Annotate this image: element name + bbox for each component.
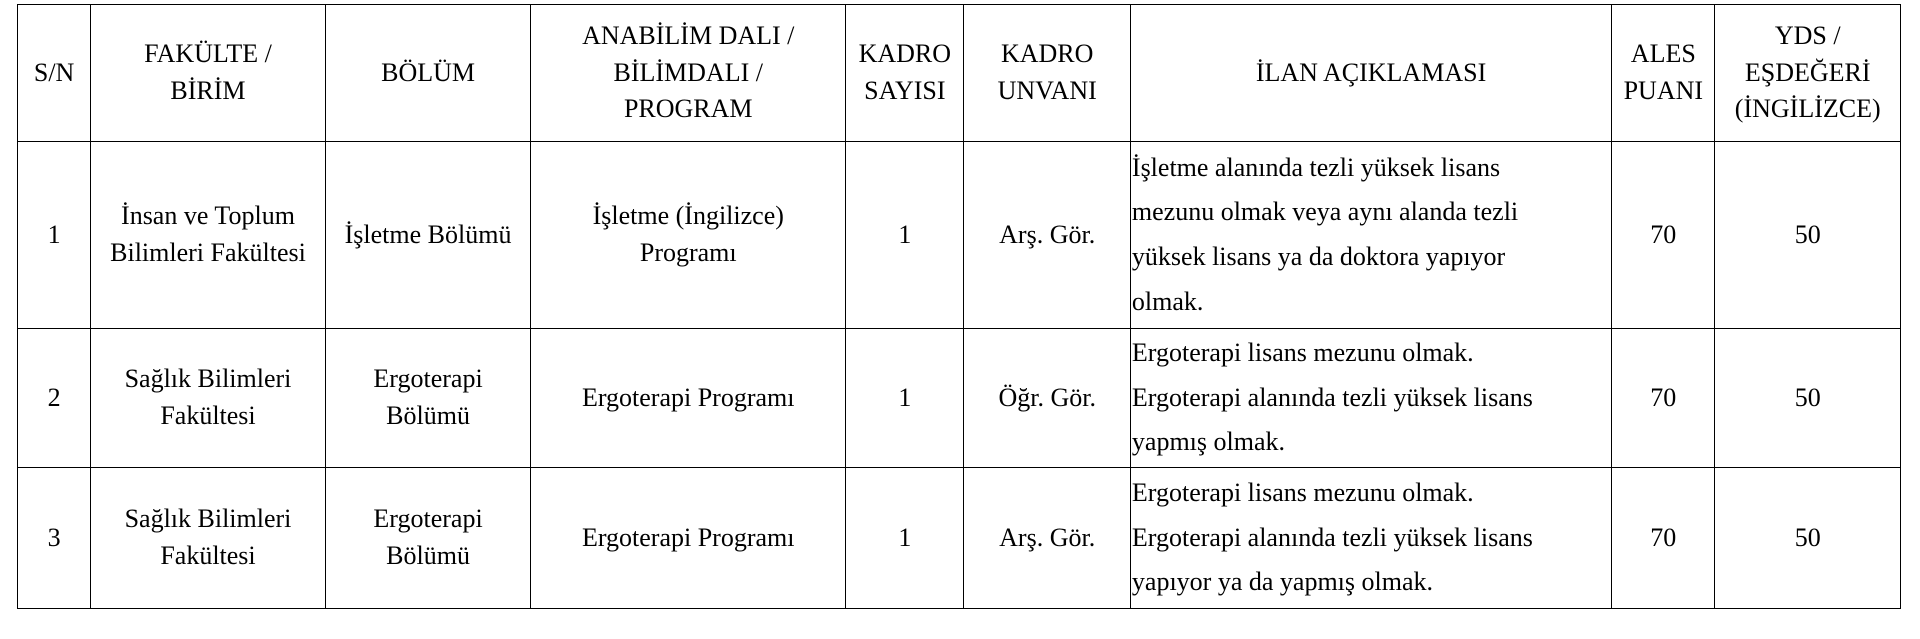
cell-yds: 50 <box>1715 329 1901 468</box>
cell-anabilim-line: Ergoterapi Programı <box>581 522 795 552</box>
cell-ales: 70 <box>1612 329 1715 468</box>
cell-fakulte-line: Bilimleri Fakültesi <box>110 238 306 267</box>
header-yds-line: YDS / <box>1774 20 1841 50</box>
header-anabilim <box>531 5 846 142</box>
cell-sn: 2 <box>18 329 91 468</box>
cell-fakulte <box>91 329 326 468</box>
cell-ilan-aciklamasi <box>1130 468 1611 609</box>
header-yds-line: (İNGİLİZCE) <box>1734 94 1881 124</box>
header-kadro-sayisi-line: KADRO <box>858 39 952 69</box>
cell-kadro-unvani: Öğr. Gör. <box>964 329 1130 468</box>
header-kadro-unvani-line: KADRO <box>1000 39 1094 69</box>
header-bolum: BÖLÜM <box>325 5 531 142</box>
cell-anabilim-line: İşletme (İngilizce) <box>592 201 784 231</box>
cell-anabilim-line: Programı <box>639 238 737 267</box>
cell-bolum <box>325 142 531 329</box>
header-fakulte <box>91 5 326 142</box>
cell-ilan-line: olmak. <box>1131 286 1204 316</box>
cell-kadro-unvani: Arş. Gör. <box>964 468 1130 609</box>
header-yds <box>1715 5 1901 142</box>
cell-bolum <box>325 329 531 468</box>
cell-kadro-sayisi: 1 <box>846 329 964 468</box>
header-anabilim-line: PROGRAM <box>623 94 753 124</box>
table-row <box>18 142 1901 329</box>
cell-fakulte-line: Fakültesi <box>160 401 256 430</box>
cell-bolum <box>325 468 531 609</box>
table-row <box>18 329 1901 468</box>
header-fakulte-line: FAKÜLTE / <box>144 39 272 69</box>
cell-ilan-line: mezunu olmak veya aynı alanda tezli <box>1131 197 1519 227</box>
header-ales-line: PUANI <box>1623 76 1704 105</box>
cell-sn: 3 <box>18 468 91 609</box>
cell-ilan-line: İşletme alanında tezli yüksek lisans <box>1131 152 1501 182</box>
cell-ilan-line: yapmış olmak. <box>1131 427 1285 457</box>
cell-ilan-line: Ergoterapi lisans mezunu olmak. <box>1131 337 1474 367</box>
cell-yds: 50 <box>1715 468 1901 609</box>
header-sn: S/N <box>18 5 91 142</box>
cell-ales: 70 <box>1612 142 1715 329</box>
cell-ilan-aciklamasi <box>1130 142 1611 329</box>
header-row <box>18 5 1901 142</box>
cell-kadro-sayisi: 1 <box>846 468 964 609</box>
position-listing-table <box>17 4 1901 609</box>
header-kadro-unvani-line: UNVANI <box>997 76 1097 105</box>
header-ales-line: ALES <box>1630 39 1696 69</box>
header-ilan-aciklamasi: İLAN AÇIKLAMASI <box>1130 5 1611 142</box>
header-kadro-sayisi <box>846 5 964 142</box>
cell-fakulte-line: Fakültesi <box>160 541 256 570</box>
header-anabilim-line: ANABİLİM DALI / <box>582 20 795 50</box>
cell-bolum-line: İşletme Bölümü <box>344 219 512 249</box>
cell-ilan-line: Ergoterapi alanında tezli yüksek lisans <box>1131 522 1533 552</box>
header-fakulte-line: BİRİM <box>170 76 246 105</box>
cell-ilan-line: Ergoterapi lisans mezunu olmak. <box>1131 477 1474 507</box>
cell-yds: 50 <box>1715 142 1901 329</box>
header-anabilim-line: BİLİMDALI / <box>613 57 763 87</box>
cell-anabilim <box>531 329 846 468</box>
cell-fakulte-line: Sağlık Bilimleri <box>124 364 292 394</box>
cell-fakulte <box>91 468 326 609</box>
cell-ales: 70 <box>1612 468 1715 609</box>
cell-kadro-sayisi: 1 <box>846 142 964 329</box>
cell-anabilim <box>531 142 846 329</box>
cell-ilan-line: Ergoterapi alanında tezli yüksek lisans <box>1131 382 1533 412</box>
cell-bolum-line: Bölümü <box>386 541 470 570</box>
header-yds-line: EŞDEĞERİ <box>1744 57 1871 87</box>
cell-kadro-unvani: Arş. Gör. <box>964 142 1130 329</box>
header-kadro-sayisi-line: SAYISI <box>864 76 946 105</box>
cell-ilan-line: yapıyor ya da yapmış olmak. <box>1131 567 1434 597</box>
cell-fakulte-line: İnsan ve Toplum <box>121 201 295 231</box>
cell-ilan-aciklamasi <box>1130 329 1611 468</box>
cell-bolum-line: Ergoterapi <box>373 504 483 534</box>
cell-bolum-line: Bölümü <box>386 401 470 430</box>
cell-fakulte <box>91 142 326 329</box>
cell-fakulte-line: Sağlık Bilimleri <box>124 504 292 534</box>
cell-anabilim <box>531 468 846 609</box>
cell-bolum-line: Ergoterapi <box>373 364 483 394</box>
header-kadro-unvani <box>964 5 1130 142</box>
cell-ilan-line: yüksek lisans ya da doktora yapıyor <box>1131 242 1506 271</box>
cell-anabilim-line: Ergoterapi Programı <box>581 382 795 412</box>
cell-sn: 1 <box>18 142 91 329</box>
table-row <box>18 468 1901 609</box>
header-ales <box>1612 5 1715 142</box>
